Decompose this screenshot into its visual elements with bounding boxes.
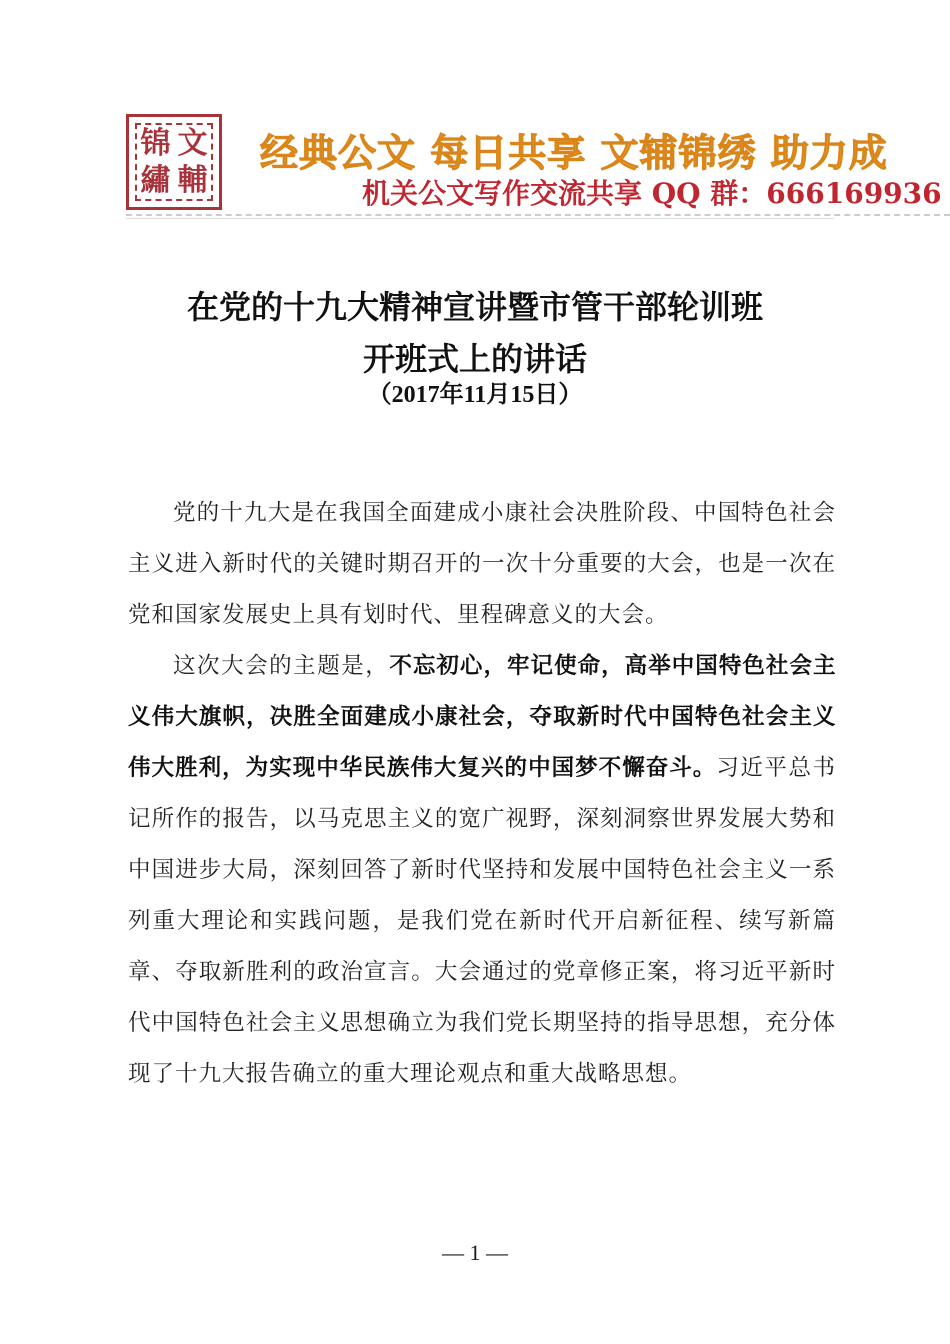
paragraph-2-rest: 习近平总书记所作的报告，以马克思主义的宽广视野，深刻洞察世界发展大势和中国进步大局，深刻回答了新时代坚持和发展中国特色社会主义一系列重大理论和实践问题，是我们党在新时代开启新征程、续写新篇章、夺取新胜利的政治宣言。大会通过的党章修正案，将习近平新时代中国特色社会主义思想确立为我们党长期坚持的指导思想，充分体现了十九大报告确立的重大理论观点和重大战略思想。 — [128, 755, 836, 1087]
seal-char: 輔 — [177, 162, 208, 198]
document-body — [128, 488, 836, 1100]
document-header — [0, 0, 950, 230]
document-date: （2017年11月15日） — [367, 382, 583, 408]
seal-char: 锦 — [140, 125, 171, 161]
seal-char: 繡 — [140, 162, 171, 198]
seal-inner-border — [135, 123, 213, 201]
document-title-line2: 开班式上的讲话 — [362, 340, 587, 378]
page-number: — 1 — — [442, 1240, 508, 1265]
paragraph-2-theme: 不忘初心，牢记使命，高举中国特色社会主义伟大旗帜，决胜全面建成小康社会，夺取新时代中国特色社会主义伟大胜利，为实现中华民族伟大复兴的中国梦不懈奋斗。 — [128, 653, 836, 781]
paragraph-2 — [128, 641, 836, 1100]
seal-char: 文 — [177, 125, 208, 161]
paragraph-1: 党的十九大是在我国全面建成小康社会决胜阶段、中国特色社会主义进入新时代的关键时期召开的一次十分重要的大会，也是一次在党和国家发展史上具有划时代、里程碑意义的大会。 — [128, 500, 836, 628]
seal-logo — [126, 114, 222, 210]
header-qq-line: 机关公文写作交流共享 QQ 群：666169936 — [362, 177, 942, 210]
paragraph-2-intro: 这次大会的主题是， — [173, 653, 390, 679]
header-divider — [126, 214, 950, 216]
header-divider-thin — [126, 218, 834, 219]
header-slogan: 经典公文 每日共享 文辅锦绣 助力成 — [260, 131, 888, 175]
document-title-line1: 在党的十九大精神宣讲暨市管干部轮训班 — [186, 288, 763, 326]
